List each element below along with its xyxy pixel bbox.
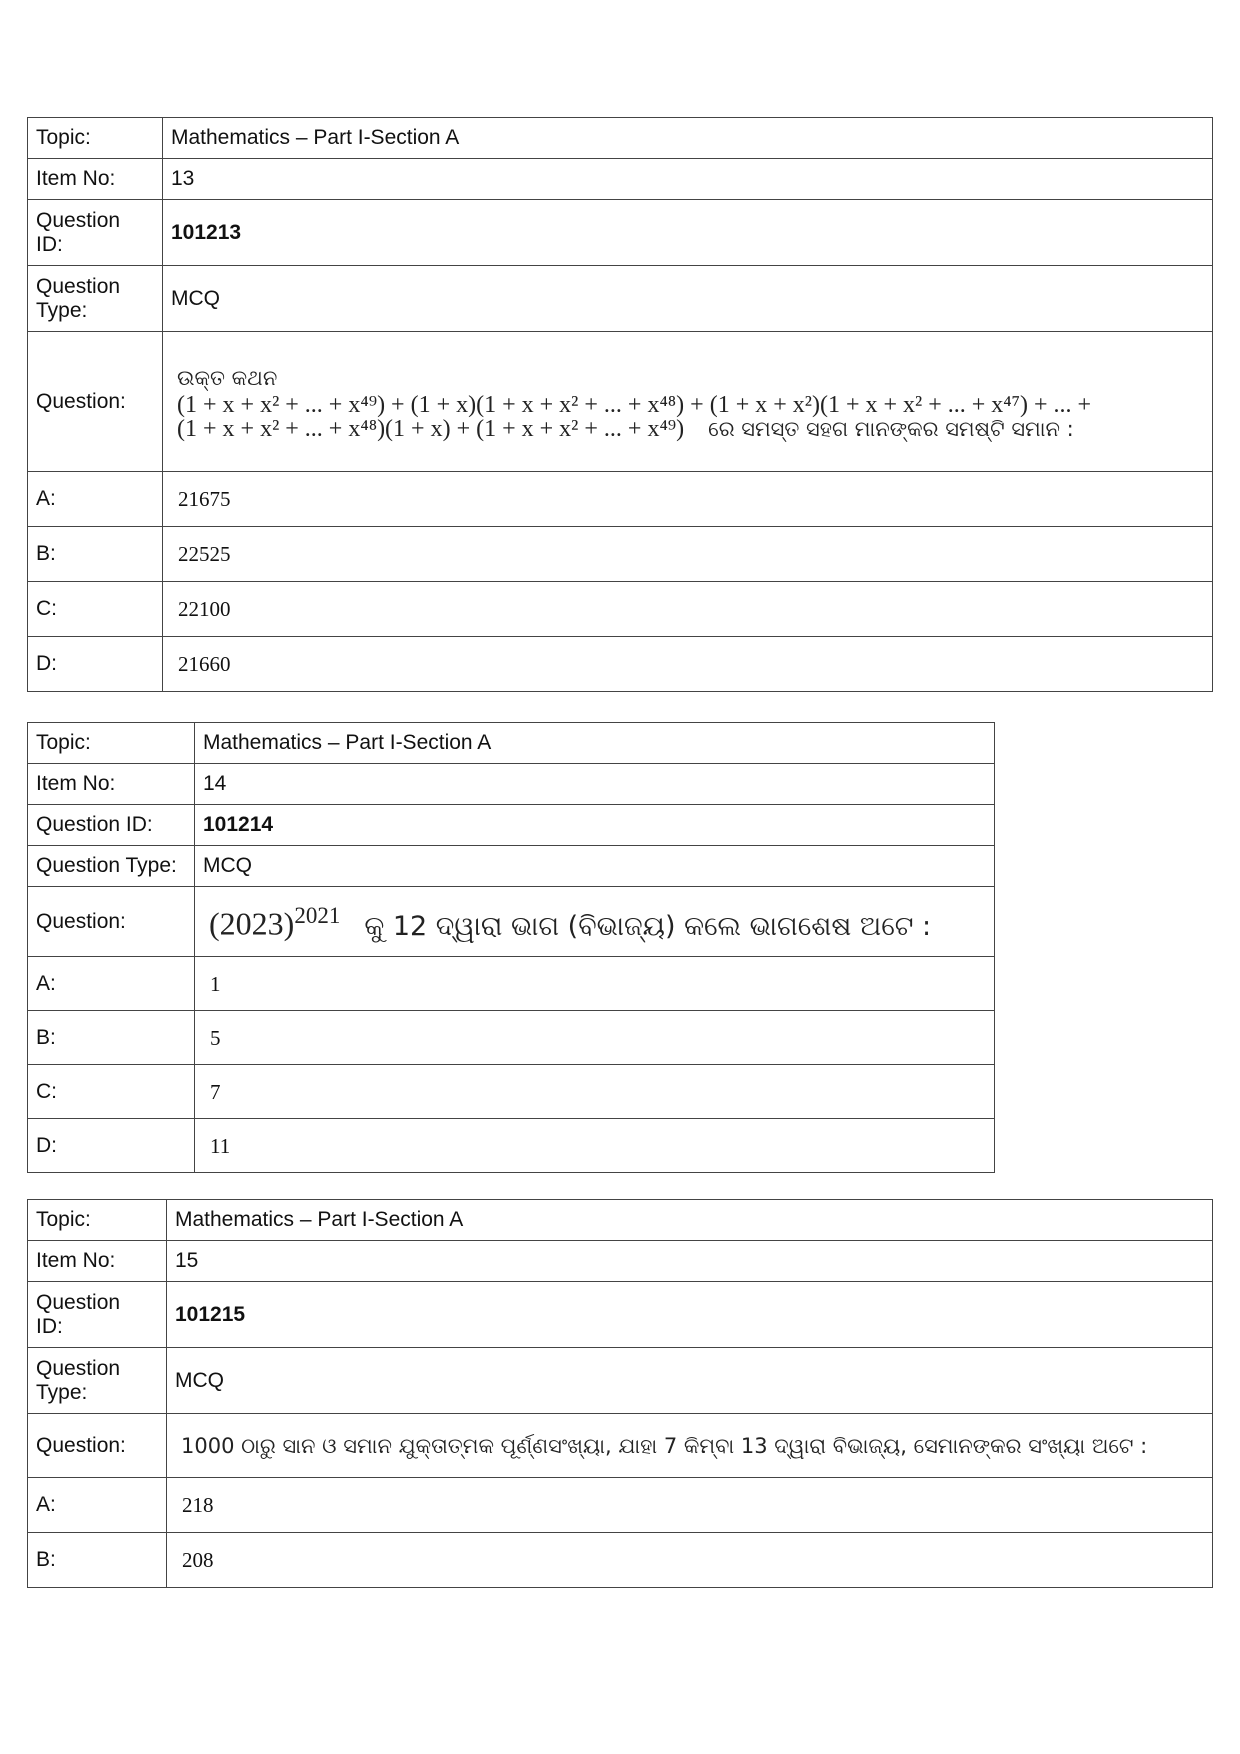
option-b-value: 5 bbox=[195, 1011, 995, 1065]
option-c-value: 22100 bbox=[163, 582, 1213, 637]
question-label: Question: bbox=[28, 332, 163, 472]
topic-value: Mathematics – Part I-Section A bbox=[195, 723, 995, 764]
question-base: (2023) bbox=[209, 905, 295, 942]
topic-label: Topic: bbox=[28, 118, 163, 159]
item-no-label: Item No: bbox=[28, 159, 163, 200]
question-card-13 bbox=[27, 117, 1213, 692]
question-type-label: Question Type: bbox=[28, 846, 195, 887]
option-d-value: 21660 bbox=[163, 637, 1213, 692]
option-c-label: C: bbox=[28, 582, 163, 637]
question-text bbox=[163, 332, 1213, 472]
question-exponent: 2021 bbox=[294, 903, 341, 929]
question-label: Question: bbox=[28, 887, 195, 957]
option-c-label: C: bbox=[28, 1065, 195, 1119]
option-a-value: 1 bbox=[195, 957, 995, 1011]
option-b-label: B: bbox=[28, 1533, 167, 1588]
option-b-label: B: bbox=[28, 1011, 195, 1065]
question-type-label: Question Type: bbox=[28, 1348, 167, 1414]
option-d-value: 11 bbox=[195, 1119, 995, 1173]
topic-value: Mathematics – Part I-Section A bbox=[163, 118, 1213, 159]
question-id-label: Question ID: bbox=[28, 1282, 167, 1348]
option-b-value: 208 bbox=[167, 1533, 1213, 1588]
item-no-label: Item No: bbox=[28, 764, 195, 805]
option-a-label: A: bbox=[28, 1478, 167, 1533]
question-type-label: Question Type: bbox=[28, 266, 163, 332]
item-no-value: 15 bbox=[167, 1241, 1213, 1282]
option-a-label: A: bbox=[28, 957, 195, 1011]
question-id-label: Question ID: bbox=[28, 200, 163, 266]
topic-label: Topic: bbox=[28, 723, 195, 764]
question-id-value: 101213 bbox=[163, 200, 1213, 266]
item-no-value: 13 bbox=[163, 159, 1213, 200]
question-text: 1000 ଠାରୁ ସାନ ଓ ସମାନ ଯୁକ୍ତାତ୍ମକ ପୂର୍ଣ୍ଣସଂଖ୍ୟା, ଯାହା 7 କିମ୍ବା 13 ଦ୍ୱାରା ବିଭାଜ୍ୟ, ସେମାନଙ୍କର ସଂଖ୍ୟା ଅଟେ : bbox=[167, 1414, 1213, 1478]
option-a-label: A: bbox=[28, 472, 163, 527]
question-label: Question: bbox=[28, 1414, 167, 1478]
topic-value: Mathematics – Part I-Section A bbox=[167, 1200, 1213, 1241]
option-a-value: 21675 bbox=[163, 472, 1213, 527]
question-card-15 bbox=[27, 1199, 1213, 1588]
question-id-value: 101214 bbox=[195, 805, 995, 846]
question-id-label: Question ID: bbox=[28, 805, 195, 846]
option-d-label: D: bbox=[28, 1119, 195, 1173]
item-no-value: 14 bbox=[195, 764, 995, 805]
item-no-label: Item No: bbox=[28, 1241, 167, 1282]
question-card-14 bbox=[27, 722, 995, 1173]
question-line-1: (1 + x + x² + ... + x⁴⁹) + (1 + x)(1 + x + x² + ... + x⁴⁸) + (1 + x + x²)(1 + x + x² + ... + x⁴⁷) + ... + bbox=[177, 391, 1092, 418]
question-id-value: 101215 bbox=[167, 1282, 1213, 1348]
question-line-2-expr: (1 + x + x² + ... + x⁴⁸)(1 + x) + (1 + x + x² + ... + x⁴⁹) bbox=[177, 415, 685, 442]
option-b-label: B: bbox=[28, 527, 163, 582]
question-type-value: MCQ bbox=[167, 1348, 1213, 1414]
question-text bbox=[195, 887, 995, 957]
option-b-value: 22525 bbox=[163, 527, 1213, 582]
option-d-label: D: bbox=[28, 637, 163, 692]
option-c-value: 7 bbox=[195, 1065, 995, 1119]
topic-label: Topic: bbox=[28, 1200, 167, 1241]
question-body: କୁ 12 ଦ୍ୱାରା ଭାଗ (ବିଭାଜ୍ୟ) କଲେ ଭାଗଶେଷ ଅଟେ : bbox=[364, 910, 932, 942]
question-line-2-text: ରେ ସମସ୍ତ ସହଗ ମାନଙ୍କର ସମଷ୍ଟି ସମାନ : bbox=[708, 416, 1074, 441]
question-type-value: MCQ bbox=[195, 846, 995, 887]
question-intro: ଉକ୍ତ କଥନ bbox=[177, 365, 278, 390]
question-type-value: MCQ bbox=[163, 266, 1213, 332]
option-a-value: 218 bbox=[167, 1478, 1213, 1533]
